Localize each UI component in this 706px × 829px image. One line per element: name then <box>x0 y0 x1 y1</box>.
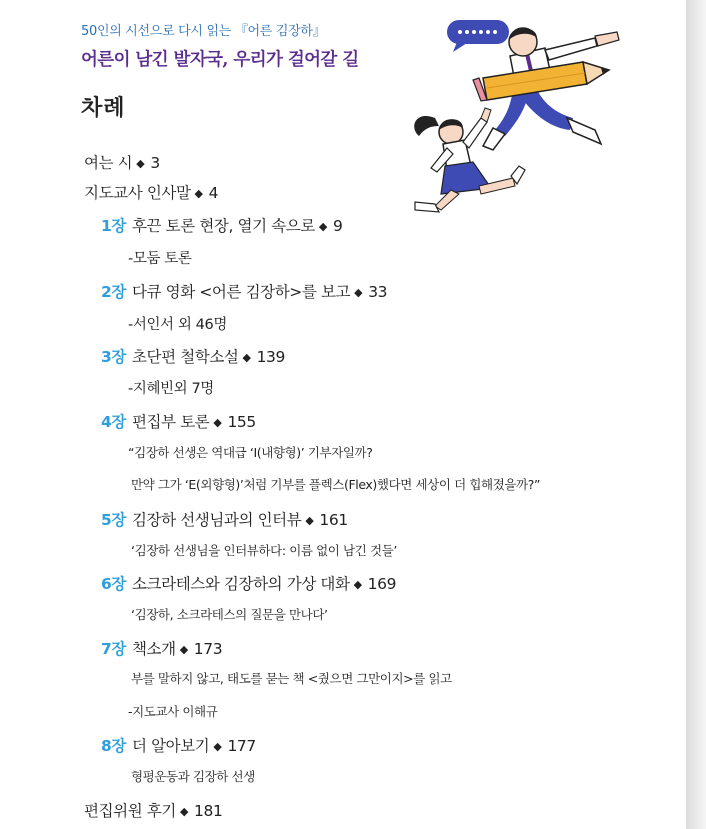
chapter-number: 5장 <box>101 511 126 529</box>
chapter-2-detail: -서인서 외 46명 <box>128 317 227 333</box>
chapter-7-detail-line-1: 부를 말하지 않고, 태도를 묻는 책 <줬으면 그만이지>를 읽고 <box>131 671 452 686</box>
chapter-number: 7장 <box>101 640 126 658</box>
entry-title: 후끈 토론 현장, 열기 속으로 <box>131 217 315 235</box>
entry-page: 9 <box>332 217 343 235</box>
chapter-6-detail: ‘김장하, 소크라테스의 질문을 만나다’ <box>131 607 328 622</box>
separator-diamond-icon: ◆ <box>179 805 189 818</box>
entry-page: 3 <box>150 154 160 172</box>
entry-page: 139 <box>256 348 285 366</box>
entry-title: 소크라테스와 김장하의 가상 대화 <box>131 575 350 593</box>
chapter-number: 1장 <box>101 217 126 235</box>
entry-page: 4 <box>208 184 219 202</box>
chapter-7-detail-line-2: -지도교사 이해규 <box>128 704 218 719</box>
separator-diamond-icon: ◆ <box>179 643 188 656</box>
entry-title: 초단편 철학소설 <box>131 348 239 366</box>
chapter-8-detail: 형평운동과 김장하 선생 <box>131 769 255 784</box>
toc-heading: 차례 <box>81 96 126 121</box>
entry-title: 편집부 토론 <box>131 413 210 431</box>
chapter-number: 4장 <box>101 413 126 431</box>
toc-entry-chapter-3[interactable] <box>101 345 285 367</box>
chapter-4-detail-line-2: 만약 그가 ‘E(외향형)’처럼 기부를 플렉스(Flex)했다면 세상이 더 힙해졌을까?” <box>131 477 541 492</box>
entry-title: 책소개 <box>131 640 176 658</box>
entry-title: 다큐 영화 <어른 김장하>를 보고 <box>131 283 351 301</box>
separator-diamond-icon: ◆ <box>213 416 222 429</box>
toc-entry-opening[interactable] <box>84 151 160 173</box>
book-title: 어른이 남긴 발자국, 우리가 걸어갈 길 <box>81 50 359 70</box>
toc-entry-chapter-6[interactable] <box>101 572 396 594</box>
entry-page: 181 <box>194 802 223 820</box>
toc-entry-closing[interactable] <box>84 799 222 821</box>
separator-diamond-icon: ◆ <box>136 157 145 170</box>
entry-title: 김장하 선생님과의 인터뷰 <box>131 511 302 529</box>
entry-page: 33 <box>368 283 388 301</box>
separator-diamond-icon: ◆ <box>318 220 327 233</box>
entry-page: 177 <box>227 737 256 755</box>
book-subtitle: 50인의 시선으로 다시 읽는 『어른 김장하』 <box>81 24 326 39</box>
toc-entry-chapter-4[interactable] <box>101 410 256 432</box>
separator-diamond-icon: ◆ <box>213 740 222 753</box>
toc-entry-chapter-8[interactable] <box>101 734 256 756</box>
chapter-number: 6장 <box>101 575 126 593</box>
entry-title: 더 알아보기 <box>131 737 210 755</box>
chapter-number: 8장 <box>101 737 126 755</box>
toc-entry-chapter-5[interactable] <box>101 508 348 530</box>
chapter-4-detail-line-1: “김장하 선생은 역대급 ‘I(내향형)’ 기부자일까? <box>128 445 373 460</box>
entry-title: 지도교사 인사말 <box>84 184 191 202</box>
entry-page: 173 <box>193 640 223 658</box>
toc-entry-chapter-2[interactable] <box>101 280 387 302</box>
chapter-1-detail: -모둠 토론 <box>128 251 192 267</box>
toc-entry-chapter-7[interactable] <box>101 637 222 659</box>
separator-diamond-icon: ◆ <box>354 286 363 299</box>
entry-page: 169 <box>367 575 397 593</box>
entry-page: 161 <box>319 511 348 529</box>
chapter-number: 2장 <box>101 283 126 301</box>
chapter-5-detail: ‘김장하 선생님을 인터뷰하다: 이름 없이 남긴 것들’ <box>131 543 397 558</box>
separator-diamond-icon: ◆ <box>194 187 203 200</box>
toc-entry-advisor[interactable] <box>84 181 218 203</box>
separator-diamond-icon: ◆ <box>305 514 314 527</box>
separator-diamond-icon: ◆ <box>353 578 362 591</box>
entry-page: 155 <box>227 413 256 431</box>
chapter-3-detail: -지혜빈외 7명 <box>128 381 214 397</box>
entry-title: 편집위원 후기 <box>84 802 176 820</box>
separator-diamond-icon: ◆ <box>242 351 251 364</box>
entry-title: 여는 시 <box>84 154 133 172</box>
page-edge-shadow <box>686 0 706 829</box>
chapter-number: 3장 <box>101 348 126 366</box>
toc-entry-chapter-1[interactable] <box>101 214 342 236</box>
